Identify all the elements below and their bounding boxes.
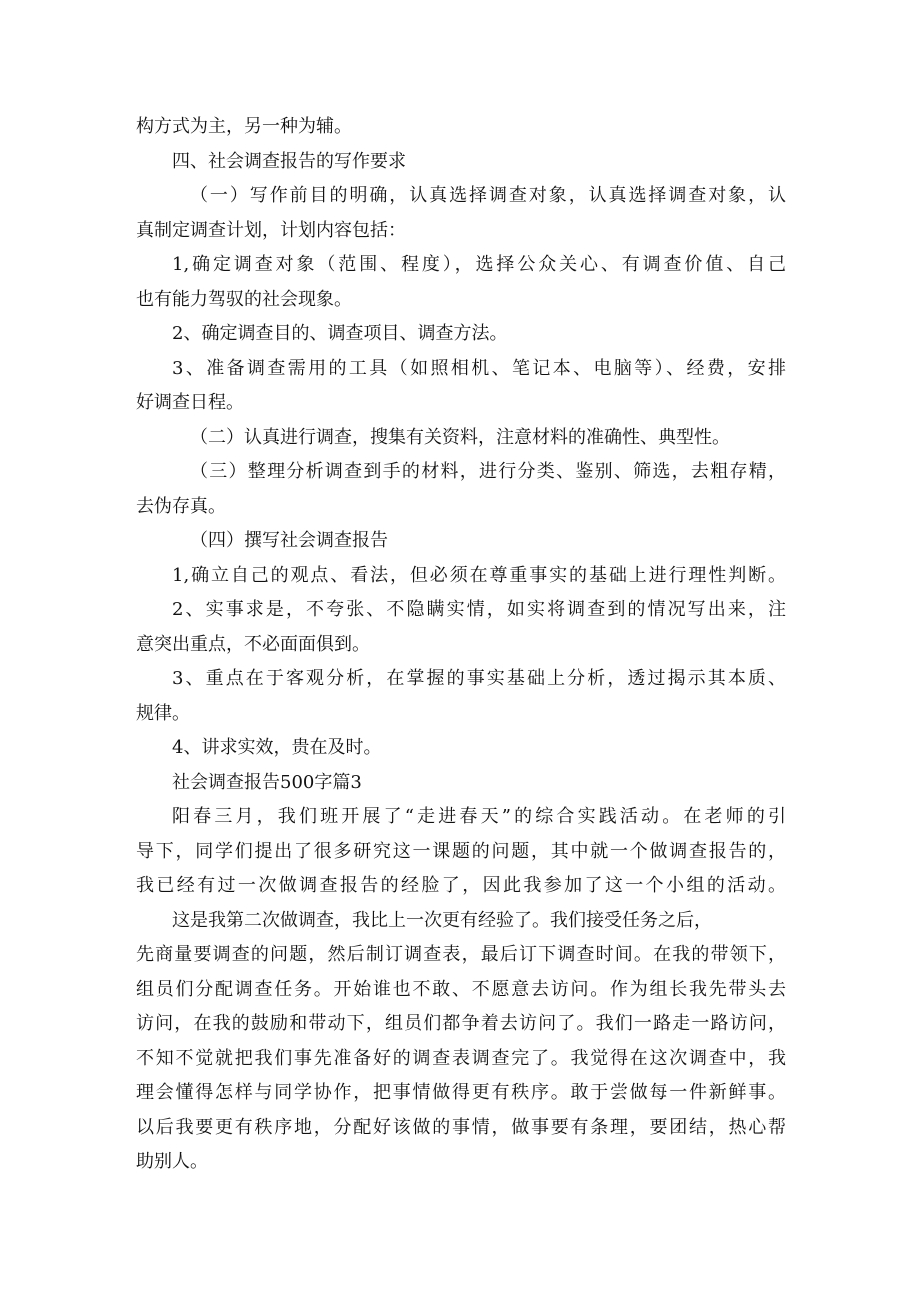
- text-line: （三）整理分析调查到手的材料，进行分类、鉴别、筛选，去粗存精，: [190, 461, 786, 482]
- text-line: 2、实事求是，不夸张、不隐瞒实情，如实将调查到的情况写出来，注: [172, 599, 786, 620]
- text-line: 去伪存真。: [136, 495, 226, 517]
- text-line: 3、重点在于客观分析，在掌握的事实基础上分析，透过揭示其本质、: [172, 668, 786, 689]
- text-line: （一）写作前目的明确，认真选择调查对象，认真选择调查对象，认: [190, 185, 786, 206]
- text-line: （二）认真进行调查，搜集有关资料，注意材料的准确性、典型性。: [190, 426, 730, 448]
- text-line: 4、讲求实效，贵在及时。: [172, 737, 382, 758]
- text-line: 3、准备调查需用的工具（如照相机、笔记本、电脑等）、经费，安排: [172, 357, 786, 379]
- text-line: 1,确立自己的观点、看法，但必须在尊重事实的基础上进行理性判断。: [172, 564, 786, 586]
- section-title: 社会调查报告500字篇3: [172, 771, 362, 793]
- text-line: 以后我要更有秩序地，分配好该做的事情，做事要有条理，要团结，热心帮: [136, 1116, 786, 1138]
- document-body: [136, 110, 786, 1180]
- text-line: 好调查日程。: [136, 392, 244, 413]
- text-line: 不知不觉就把我们事先准备好的调查表调查完了。我觉得在这次调查中，我: [136, 1047, 786, 1069]
- text-line: 也有能力驾驭的社会现象。: [136, 288, 352, 310]
- text-line: 1,确定调查对象（范围、程度），选择公众关心、有调查价值、自己: [172, 254, 786, 275]
- text-line: 我已经有过一次做调查报告的经脸了，因此我参加了这一个小组的活动。: [136, 875, 786, 896]
- text-line: 意突出重点，不必面面俱到。: [136, 633, 370, 655]
- section-heading: 四、社会调查报告的写作要求: [172, 150, 406, 172]
- text-line: 真制定调查计划，计划内容包括：: [136, 219, 406, 241]
- text-line: 规律。: [136, 702, 190, 724]
- text-line: 阳春三月，我们班开展了“走进春天”的综合实践活动。在老师的引: [172, 806, 786, 827]
- text-line: 2、确定调查目的、调查项目、调查方法。: [172, 323, 508, 344]
- text-line: 组员们分配调查任务。开始谁也不敢、不愿意去访问。作为组长我先带头去: [136, 978, 786, 1000]
- text-line: 导下，同学们提出了很多研究这一课题的问题，其中就一个做调查报告的，: [136, 840, 786, 862]
- text-line: 构方式为主，另一种为辅。: [136, 116, 352, 137]
- text-line: 访问，在我的鼓励和带动下，组员们都争着去访问了。我们一路走一路访问，: [136, 1013, 786, 1034]
- text-line: 理会懂得怎样与同学协作，把事情做得更有秩序。敢于尝做每一件新鲜事。: [136, 1082, 786, 1103]
- subsection-heading: （四）撰写社会调查报告: [190, 530, 388, 551]
- text-line: 助别人。: [136, 1151, 208, 1172]
- text-line: 先商量要调查的问题，然后制订调查表，最后订下调查时间。在我的带领下，: [136, 944, 786, 965]
- text-line: 这是我第二次做调查，我比上一次更有经验了。我们接受任务之后，: [172, 909, 712, 931]
